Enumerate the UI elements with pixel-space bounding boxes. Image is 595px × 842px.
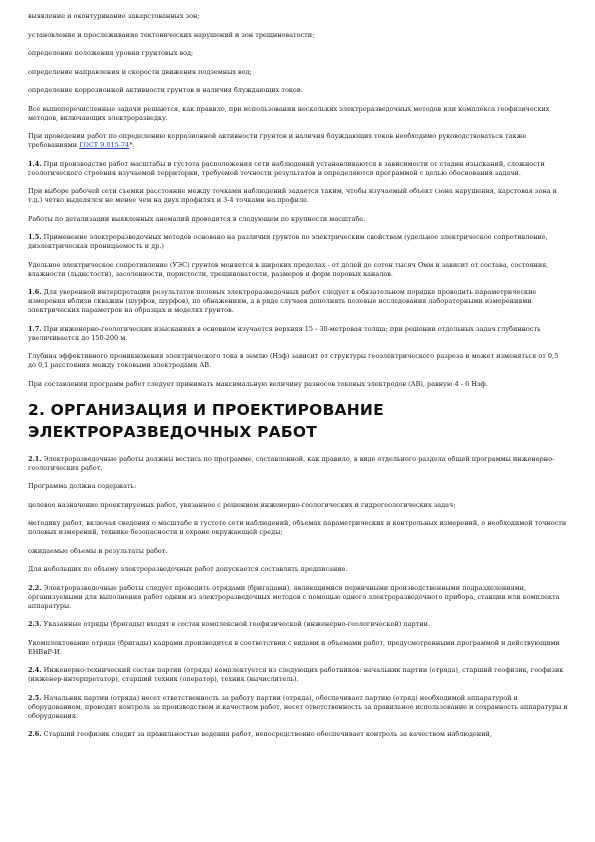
- clause-text: Применение электроразведочных методов основано на различии грунтов по электрическим свойствам (удельное электрическое сопротивление, диэлектрическая проницаемость и др.): [28, 233, 548, 250]
- paragraph-gost-text: При проведении работ по определению коррозионной активности грунтов и наличия блуждающих токов необходимо руководствоваться также требованиями: [28, 132, 527, 149]
- clause-2-2: [28, 584, 568, 611]
- clause-text: Старший геофизик следит за правильностью ведения работ, непосредственно обеспечивает контроль за качеством наблюдений,: [41, 730, 492, 738]
- list-item: целевое назначение проектируемых работ, увязанное с решением инженерно-геологических и гидрогеологических задач;: [28, 500, 456, 509]
- clause-number: 2.2.: [28, 583, 42, 592]
- clause-number: 2.4.: [28, 666, 42, 674]
- paragraph-staffing: Укомплектование отряда (бригады) кадрами производится в соответствии с видами и объемами работ, предусмотренными программой и действующими ЕНВиР-И.: [28, 638, 560, 656]
- clause-text: Инженерно-технический состав партии (отряда) комплектуется из следующих работников: начальник партии (отряда), старший геофизик, геофизик (инженер-интерпретатор), старший техник (оператор), техник (вычислитель).: [28, 666, 564, 683]
- clause-1-6: [28, 288, 568, 315]
- clause-number: 2.5.: [28, 693, 42, 702]
- paragraph-gost-end: *.: [129, 141, 135, 149]
- clause-number: 1.4.: [28, 159, 42, 168]
- section-heading: [28, 399, 568, 443]
- clause-text: Начальник партии (отряда) несет ответственность за работу партии (отряда), обеспечивает партию (отряд) необходимой аппаратурой и оборудованием, проводит контроль за производством и качеством работ, несет ответственность за правильное использование и сохранность аппаратуры и оборудования.: [28, 693, 568, 720]
- clause-2-3: [28, 620, 568, 629]
- paragraph-program: При составлении программ работ следует принимать максимальную величину разносов токовых электродов (АВ), равную 4 - 6 Нэф.: [28, 379, 488, 388]
- section-heading-line: ЭЛЕКТРОРАЗВЕДОЧНЫХ РАБОТ: [28, 422, 317, 441]
- clause-2-1: [28, 455, 568, 473]
- clause-text: Для уверенной интерпретации результатов полевых электроразведочных работ следует в обязательном порядке проводить параметрические измерения вблизи скважин (шурфов, шурфов), по обнажениям, а в ряде случаев дополнять полевые исследования лабораторными измерениями электрических параметров на образцах и моделях грунтов.: [28, 288, 537, 314]
- clause-number: 1.6.: [28, 288, 42, 296]
- paragraph-contain: Программа должна содержать:: [28, 482, 137, 490]
- list-item: определение коррозионной активности грунтов и наличия блуждающих токов.: [28, 86, 303, 94]
- clause-1-7: [28, 325, 568, 343]
- list-item: ожидаемые объемы и результаты работ.: [28, 546, 168, 555]
- paragraph-resistivity: Удельное электрическое сопротивление (УЭС) грунтов меняется в широких пределах - от долей до сотен тысяч Омм и зависит от состава, состояния, влажности (льдистости), засоленности, пористости, трещиноватости, размеров и форм поровых каналов.: [28, 260, 549, 278]
- paragraph-gost: [28, 132, 568, 150]
- clause-number: 2.3.: [28, 620, 42, 628]
- clause-2-6: [28, 730, 568, 739]
- clause-text: Электроразведочные работы должны вестись по программе, составленной, как правило, в виде отдельного раздела общей программы инженерно-геологических работ.: [28, 454, 555, 472]
- clause-text: Электроразведочные работы следует проводить отрядами (бригадами), являющимися первичными производственными подразделениями, организуемыми для выполнения работ одним из электроразведочных методов с помощью одного электроразведочного прибора, станции или комплекта аппаратуры.: [28, 583, 560, 610]
- list-item: установление и прослеживание тектонических нарушений и зон трещиноватости;: [28, 30, 315, 39]
- paragraph-methods: Все вышеперечисленные задачи решаются, как правило, при использовании нескольких электроразведочных методов или комплекса геофизических методов, включающих электроразведку.: [28, 104, 550, 122]
- clause-number: 2.6.: [28, 730, 42, 738]
- section-heading-line: 2. ОРГАНИЗАЦИЯ И ПРОЕКТИРОВАНИЕ: [28, 400, 384, 419]
- list-item: выявление и оконтуривание закарстованных зон;: [28, 12, 200, 20]
- paragraph-depth: Глубина эффективного проникновения электрического тока в землю (Нэф) зависит от структуры геоэлектрического разреза и может изменяться от 0,5 до 0,1 расстояния между токовыми электродами АВ.: [28, 352, 559, 369]
- clause-number: 1.5.: [28, 233, 42, 241]
- paragraph-small-works: Для небольших по объему электроразведочных работ допускается составлять предписание.: [28, 565, 348, 573]
- gost-link[interactable]: ГОСТ 9.015-74: [79, 141, 130, 149]
- paragraph-profiles: При выборе рабочей сети съемки расстояние между точками наблюдений задается таким, чтобы изучаемый объект (зона нарушения, карстовая зона и т.д.) четко выделялся не менее чем на двух профилях и 3-4 точками на профиле.: [28, 187, 557, 204]
- clause-number: 2.1.: [28, 454, 42, 463]
- clause-text: При инженерно-геологических изысканиях в основном изучается верхняя 15 - 30-метровая толща; при решении отдельных задач глубинность увеличивается до 150-200 м.: [28, 324, 541, 342]
- clause-text: Указанные отряды (бригады) входят в состав комплексной геофизической (инженерно-геологической) партии.: [41, 620, 431, 628]
- list-item: методику работ, включая сведения о масштабе и густоте сети наблюдений, объемах параметрических и контрольных измерений, о необходимой точности полевых измерений, технике безопасности и охране окружающей среды;: [28, 519, 567, 536]
- clause-1-4: [28, 160, 568, 178]
- list-item: определение направления и скорости движения подземных вод;: [28, 67, 252, 76]
- document-page: [28, 12, 568, 749]
- clause-2-5: [28, 694, 568, 721]
- clause-1-5: [28, 233, 568, 251]
- clause-number: 1.7.: [28, 324, 42, 333]
- clause-2-4: [28, 666, 568, 684]
- clause-text: При производстве работ масштабы и густота расположения сети наблюдений устанавливаются в зависимости от стадии изысканий, сложности геологического строения изучаемой территории, требуемой точности результатов и определяются программой с целью обоснования задачи.: [28, 159, 545, 177]
- list-item: определение положения уровня грунтовых вод;: [28, 49, 194, 57]
- paragraph-detail: Работы по детализации выявленных аномалий проводятся в следующем по крупности масштабе.: [28, 214, 366, 223]
